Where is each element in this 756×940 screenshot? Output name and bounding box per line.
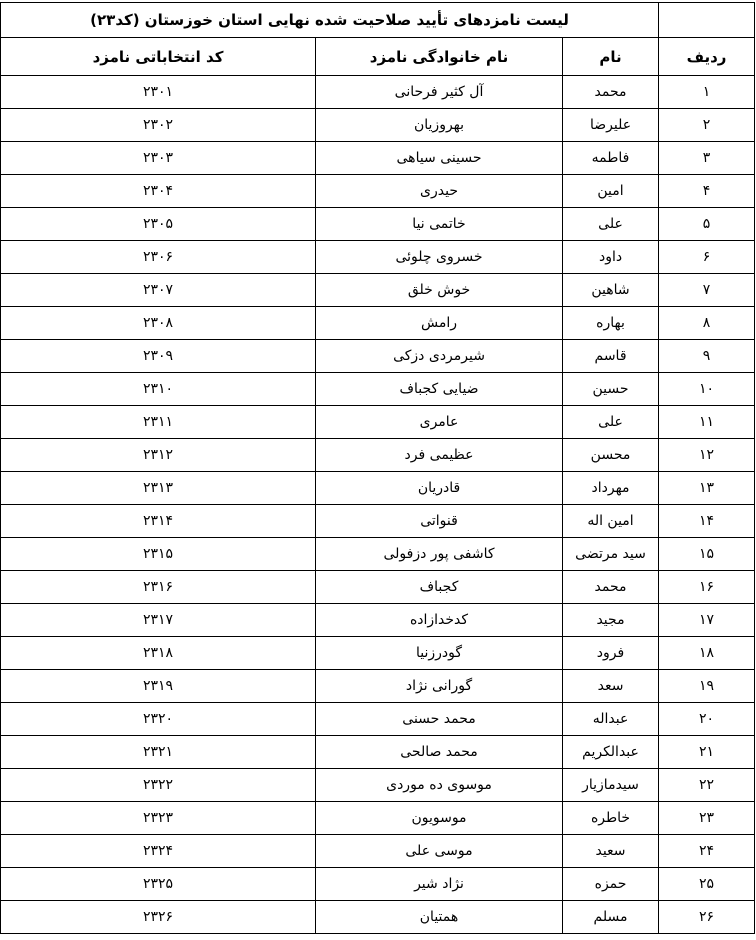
table-row (1, 868, 755, 901)
cell-row-number: ۱۶ (659, 571, 755, 604)
cell-family-name: محمد صالحی (316, 736, 563, 769)
cell-first-name: فاطمه (563, 142, 659, 175)
cell-family-name: خوش خلق (316, 274, 563, 307)
table-row (1, 769, 755, 802)
cell-family-name: حسینی سیاهی (316, 142, 563, 175)
cell-first-name: محمد (563, 76, 659, 109)
cell-first-name: فرود (563, 637, 659, 670)
cell-first-name: سعد (563, 670, 659, 703)
cell-row-number: ۱۸ (659, 637, 755, 670)
cell-family-name: کدخدازاده (316, 604, 563, 637)
cell-family-name: گورانی نژاد (316, 670, 563, 703)
cell-family-name: خسروی چلوئی (316, 241, 563, 274)
cell-row-number: ۱۱ (659, 406, 755, 439)
cell-row-number: ۶ (659, 241, 755, 274)
table-row (1, 637, 755, 670)
table-row (1, 142, 755, 175)
cell-row-number: ۲۶ (659, 901, 755, 934)
table-row (1, 538, 755, 571)
cell-row-number: ۲۴ (659, 835, 755, 868)
cell-family-name: محمد حسنی (316, 703, 563, 736)
cell-code: ۲۳۲۳ (1, 802, 316, 835)
cell-code: ۲۳۰۴ (1, 175, 316, 208)
cell-code: ۲۳۱۱ (1, 406, 316, 439)
header-code: کد انتخاباتی نامزد (1, 38, 316, 76)
cell-code: ۲۳۱۲ (1, 439, 316, 472)
cell-family-name: حیدری (316, 175, 563, 208)
cell-row-number: ۳ (659, 142, 755, 175)
cell-first-name: مسلم (563, 901, 659, 934)
table-row (1, 307, 755, 340)
cell-family-name: قنواتی (316, 505, 563, 538)
cell-row-number: ۷ (659, 274, 755, 307)
cell-code: ۲۳۰۵ (1, 208, 316, 241)
cell-family-name: بهروزیان (316, 109, 563, 142)
cell-family-name: کجباف (316, 571, 563, 604)
table-row (1, 208, 755, 241)
table-row (1, 340, 755, 373)
cell-row-number: ۴ (659, 175, 755, 208)
cell-first-name: شاهین (563, 274, 659, 307)
table-row (1, 802, 755, 835)
cell-row-number: ۱۰ (659, 373, 755, 406)
cell-family-name: آل کثیر فرحانی (316, 76, 563, 109)
cell-row-number: ۲۵ (659, 868, 755, 901)
table-row (1, 571, 755, 604)
cell-row-number: ۱۳ (659, 472, 755, 505)
cell-family-name: عظیمی فرد (316, 439, 563, 472)
table-row (1, 373, 755, 406)
cell-first-name: سعید (563, 835, 659, 868)
cell-code: ۲۳۰۸ (1, 307, 316, 340)
cell-row-number: ۲۲ (659, 769, 755, 802)
cell-row-number: ۸ (659, 307, 755, 340)
cell-first-name: علی (563, 406, 659, 439)
table-row (1, 76, 755, 109)
cell-row-number: ۱۵ (659, 538, 755, 571)
cell-row-number: ۲۱ (659, 736, 755, 769)
header-row (1, 38, 755, 76)
table-row (1, 703, 755, 736)
cell-family-name: ضیایی کجباف (316, 373, 563, 406)
cell-code: ۲۳۲۶ (1, 901, 316, 934)
cell-row-number: ۱ (659, 76, 755, 109)
cell-first-name: علی (563, 208, 659, 241)
cell-family-name: موسوی ده موردی (316, 769, 563, 802)
cell-first-name: حسین (563, 373, 659, 406)
cell-code: ۲۳۰۱ (1, 76, 316, 109)
cell-family-name: خاتمی نیا (316, 208, 563, 241)
table-row (1, 109, 755, 142)
cell-family-name: موسی علی (316, 835, 563, 868)
cell-code: ۲۳۰۹ (1, 340, 316, 373)
cell-first-name: مجید (563, 604, 659, 637)
header-first-name: نام (563, 38, 659, 76)
cell-code: ۲۳۲۲ (1, 769, 316, 802)
cell-code: ۲۳۰۳ (1, 142, 316, 175)
cell-first-name: قاسم (563, 340, 659, 373)
cell-first-name: بهاره (563, 307, 659, 340)
cell-code: ۲۳۱۵ (1, 538, 316, 571)
cell-family-name: موسویون (316, 802, 563, 835)
table-row (1, 406, 755, 439)
cell-first-name: مهرداد (563, 472, 659, 505)
cell-family-name: شیرمردی دزکی (316, 340, 563, 373)
cell-first-name: عبدالکریم (563, 736, 659, 769)
candidates-table (0, 2, 755, 934)
cell-family-name: رامش (316, 307, 563, 340)
cell-first-name: عبداله (563, 703, 659, 736)
cell-row-number: ۲۳ (659, 802, 755, 835)
table-row (1, 901, 755, 934)
cell-code: ۲۳۰۷ (1, 274, 316, 307)
title-row (1, 3, 755, 38)
cell-family-name: کاشفی پور دزفولی (316, 538, 563, 571)
cell-code: ۲۳۱۶ (1, 571, 316, 604)
cell-code: ۲۳۱۷ (1, 604, 316, 637)
title-empty-cell (659, 3, 755, 38)
cell-first-name: سیدمازیار (563, 769, 659, 802)
cell-row-number: ۱۹ (659, 670, 755, 703)
cell-row-number: ۹ (659, 340, 755, 373)
table-row (1, 439, 755, 472)
header-family-name: نام خانوادگی نامزد (316, 38, 563, 76)
cell-family-name: همتیان (316, 901, 563, 934)
cell-first-name: امین اله (563, 505, 659, 538)
cell-first-name: سید مرتضی (563, 538, 659, 571)
cell-row-number: ۲ (659, 109, 755, 142)
cell-row-number: ۵ (659, 208, 755, 241)
cell-code: ۲۳۱۳ (1, 472, 316, 505)
table-row (1, 670, 755, 703)
cell-code: ۲۳۲۰ (1, 703, 316, 736)
table-row (1, 274, 755, 307)
cell-first-name: داود (563, 241, 659, 274)
cell-first-name: حمزه (563, 868, 659, 901)
cell-first-name: محمد (563, 571, 659, 604)
cell-code: ۲۳۲۵ (1, 868, 316, 901)
table-row (1, 736, 755, 769)
cell-family-name: قادریان (316, 472, 563, 505)
table-row (1, 604, 755, 637)
table-row (1, 472, 755, 505)
table-row (1, 835, 755, 868)
cell-family-name: عامری (316, 406, 563, 439)
table-title: لیست نامزدهای تأیید صلاحیت شده نهایی استان خوزستان (کد۲۳) (1, 3, 659, 38)
cell-first-name: خاطره (563, 802, 659, 835)
cell-code: ۲۳۱۴ (1, 505, 316, 538)
cell-code: ۲۳۲۴ (1, 835, 316, 868)
table-row (1, 505, 755, 538)
cell-code: ۲۳۱۰ (1, 373, 316, 406)
cell-code: ۲۳۱۸ (1, 637, 316, 670)
cell-first-name: علیرضا (563, 109, 659, 142)
cell-family-name: گودرزنیا (316, 637, 563, 670)
table-row (1, 175, 755, 208)
header-row-number: ردیف (659, 38, 755, 76)
cell-row-number: ۱۲ (659, 439, 755, 472)
cell-code: ۲۳۰۶ (1, 241, 316, 274)
cell-first-name: محسن (563, 439, 659, 472)
cell-code: ۲۳۲۱ (1, 736, 316, 769)
cell-row-number: ۱۴ (659, 505, 755, 538)
cell-first-name: امین (563, 175, 659, 208)
cell-row-number: ۱۷ (659, 604, 755, 637)
cell-code: ۲۳۱۹ (1, 670, 316, 703)
table-row (1, 241, 755, 274)
cell-code: ۲۳۰۲ (1, 109, 316, 142)
cell-family-name: نژاد شیر (316, 868, 563, 901)
cell-row-number: ۲۰ (659, 703, 755, 736)
